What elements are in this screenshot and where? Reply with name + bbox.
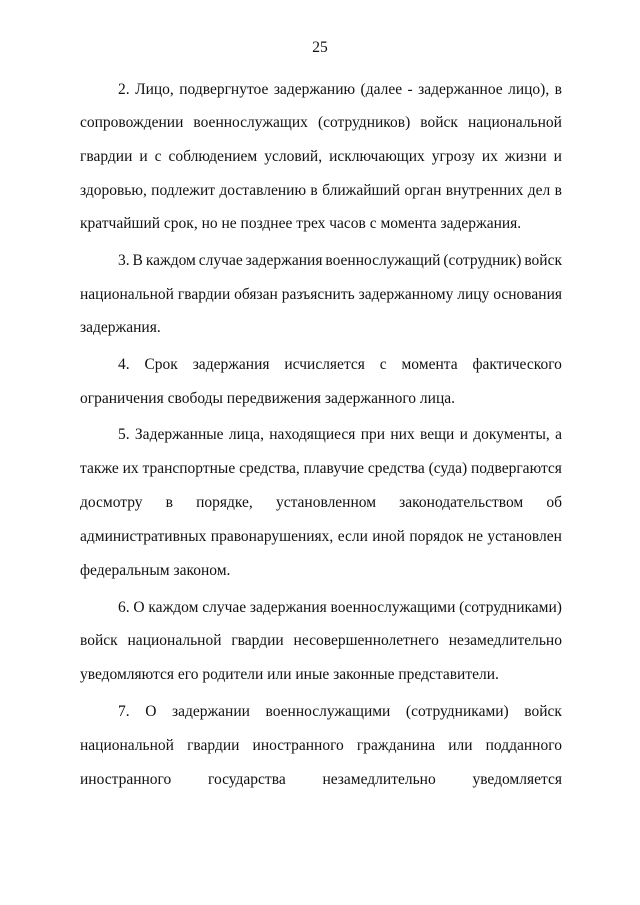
- word: государства: [207, 771, 286, 788]
- word: лицо),: [508, 81, 550, 98]
- word: или: [448, 737, 473, 754]
- word: фактического: [472, 356, 562, 373]
- word: исключающих: [329, 148, 425, 165]
- word: сопровождении: [80, 114, 184, 131]
- word: иностранного: [80, 771, 172, 788]
- paragraph-4-line-2: ограничения свободы передвижения задержанного лица.: [80, 390, 456, 407]
- word: ближайший: [322, 182, 401, 199]
- word: доставлению: [219, 182, 307, 199]
- word: подвергнутое: [179, 81, 269, 98]
- word: (суда): [428, 460, 468, 477]
- word: задержанное: [418, 81, 503, 98]
- word: случае: [198, 252, 243, 269]
- word: условий,: [264, 148, 323, 165]
- paragraph-7-line-1: [118, 702, 562, 722]
- word: административных: [80, 528, 207, 545]
- word: национальной: [80, 737, 174, 754]
- word: порядке,: [196, 494, 253, 511]
- word: правонарушениях,: [210, 528, 334, 545]
- word: задержания: [192, 356, 270, 373]
- word: момента: [401, 356, 458, 373]
- word: задержанному: [358, 286, 454, 303]
- word: (сотрудниками): [459, 599, 562, 616]
- word: жизни: [504, 148, 547, 165]
- word: досмотру: [80, 494, 143, 511]
- word: гвардии: [80, 148, 133, 165]
- word: транспортные: [142, 460, 236, 477]
- word: в: [554, 81, 562, 98]
- paragraph-2-line-3: [80, 147, 562, 167]
- word: порядок: [409, 528, 464, 545]
- paragraph-5-line-4: [80, 527, 562, 547]
- word: незамедлительно: [448, 632, 562, 649]
- word: вещи: [420, 426, 455, 443]
- word: Срок: [144, 356, 178, 373]
- word: каждом: [148, 599, 199, 616]
- word: соблюдением: [168, 148, 258, 165]
- word: их: [122, 460, 139, 477]
- paragraph-7-line-3: [80, 770, 562, 790]
- word: дел: [527, 182, 551, 199]
- word: 4.: [118, 356, 130, 373]
- word: задержании: [171, 703, 250, 720]
- word: -: [407, 81, 413, 98]
- paragraph-6-line-2: [80, 631, 562, 651]
- word: несовершеннолетнего: [293, 632, 439, 649]
- word: национальной: [468, 114, 562, 131]
- word: войск: [524, 703, 562, 720]
- word: задержания: [245, 252, 323, 269]
- word: 3.: [118, 252, 130, 269]
- word: их: [481, 148, 498, 165]
- paragraph-4-line-1: [118, 355, 562, 375]
- word: гвардии: [231, 632, 284, 649]
- word: случае: [202, 599, 247, 616]
- word: О: [133, 599, 145, 616]
- paragraph-3-line-3: задержания.: [80, 319, 161, 336]
- word: не: [467, 528, 483, 545]
- paragraph-6-line-3: уведомляются его родители или иные законные представители.: [80, 666, 499, 683]
- word: 5.: [118, 426, 130, 443]
- word: разъяснить: [281, 286, 355, 303]
- word: задержания: [249, 599, 327, 616]
- word: с: [379, 356, 387, 373]
- word: обязан: [234, 286, 278, 303]
- word: военнослужащих: [193, 114, 308, 131]
- paragraph-3-line-1: [118, 251, 562, 271]
- word: (сотрудников): [317, 114, 411, 131]
- word: угрозу: [431, 148, 475, 165]
- word: внутренних: [445, 182, 524, 199]
- word: (сотрудник): [443, 252, 522, 269]
- word: гражданина: [356, 737, 436, 754]
- paragraph-6-line-1: [118, 598, 562, 618]
- word: военнослужащими: [265, 703, 391, 720]
- word: основания: [493, 286, 562, 303]
- word: 7.: [118, 703, 130, 720]
- word: подвергаются: [470, 460, 562, 477]
- paragraph-2-line-2: [80, 113, 562, 133]
- word: установлен: [487, 528, 562, 545]
- word: задержанию: [273, 81, 356, 98]
- word: военнослужащий: [325, 252, 441, 269]
- paragraph-2-line-5: кратчайший срок, но не позднее трех часов с момента задержания.: [80, 215, 522, 232]
- word: а: [555, 426, 562, 443]
- word: находящиеся: [269, 426, 356, 443]
- word: каждом: [145, 252, 196, 269]
- word: и: [553, 148, 562, 165]
- word: установленном: [275, 494, 377, 511]
- word: в: [165, 494, 173, 511]
- paragraph-5-line-5: федеральным законом.: [80, 562, 231, 579]
- word: них: [390, 426, 415, 443]
- word: военнослужащими: [330, 599, 456, 616]
- word: при: [360, 426, 386, 443]
- word: в: [554, 182, 562, 199]
- word: войск: [80, 632, 118, 649]
- word: подлежит: [151, 182, 216, 199]
- word: законодательством: [399, 494, 524, 511]
- word: также: [80, 460, 119, 477]
- word: 2.: [118, 81, 130, 98]
- word: лица,: [228, 426, 264, 443]
- paragraph-5-line-2: [80, 459, 562, 479]
- word: об: [546, 494, 562, 511]
- word: 6.: [118, 599, 130, 616]
- word: если: [337, 528, 368, 545]
- word: иной: [372, 528, 405, 545]
- word: и: [459, 426, 468, 443]
- word: войск: [420, 114, 458, 131]
- word: с: [154, 148, 162, 165]
- paragraph-3-line-2: [80, 285, 562, 305]
- word: орган: [404, 182, 442, 199]
- word: Задержанные: [134, 426, 224, 443]
- word: (сотрудниками): [405, 703, 509, 720]
- word: средства,: [239, 460, 300, 477]
- paragraph-5-line-1: [118, 425, 562, 445]
- word: в: [310, 182, 318, 199]
- word: (далее: [360, 81, 403, 98]
- word: О: [145, 703, 157, 720]
- word: В: [132, 252, 143, 269]
- word: и: [139, 148, 148, 165]
- word: войск: [524, 252, 562, 269]
- word: иностранного: [252, 737, 344, 754]
- word: уведомляется: [472, 771, 562, 788]
- word: лицу: [457, 286, 490, 303]
- word: здоровью,: [80, 182, 147, 199]
- word: национальной: [80, 286, 174, 303]
- word: подданного: [485, 737, 562, 754]
- paragraph-7-line-2: [80, 736, 562, 756]
- word: документы,: [473, 426, 550, 443]
- page-number: 25: [312, 39, 328, 56]
- word: гвардии: [177, 286, 231, 303]
- word: незамедлительно: [322, 771, 436, 788]
- word: национальной: [127, 632, 222, 649]
- word: Лицо,: [135, 81, 174, 98]
- paragraph-2-line-4: [80, 181, 562, 201]
- word: средства: [367, 460, 425, 477]
- word: гвардии: [187, 737, 240, 754]
- word: плавучие: [303, 460, 365, 477]
- word: исчисляется: [284, 356, 365, 373]
- paragraph-5-line-3: [80, 493, 562, 513]
- paragraph-2-line-1: [118, 80, 562, 100]
